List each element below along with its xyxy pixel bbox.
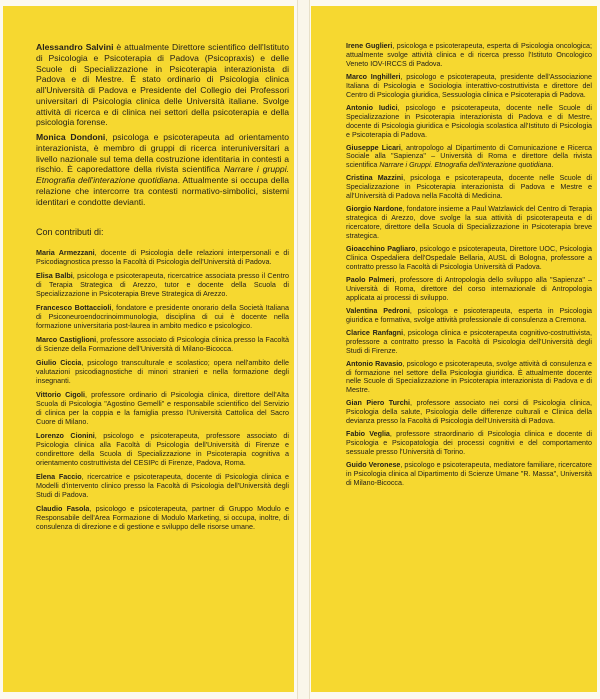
contributor-bio: [36, 271, 289, 298]
right-panel: [311, 6, 597, 692]
contributor-bio: [346, 307, 592, 325]
contributor-name: Antonio Iudici: [346, 103, 398, 112]
contributor-bio: [36, 335, 289, 353]
contributor-text: , professore associato nei corsi di Psicologia clinica, Psicologia della salute, Psicologia delle differenze culturali e Clinica della devianza presso la Facoltà di Psicologia dell'Università di Padova.: [346, 399, 592, 426]
left-panel: [3, 6, 294, 692]
contributor-text: , psicologo e psicoterapeuta, partner di Gruppo Modulo e Responsabile dell'Area Formazione di Modulo Marketing, si occupa, inoltre, di consulenza di direzione e di gestione e sviluppo delle risorse umane.: [36, 504, 289, 532]
contributor-bio: [346, 104, 592, 140]
contributor-text: , psicologo e psicoterapeuta, docente nelle Scuole di Specializzazione in Psicoterapia interazionista di Padova e di Mestre, docente di Psicologia giuridica e Psicologia scolastica all'Istituto di Psicologia e Psicoterapia di Padova.: [346, 103, 592, 139]
contributor-bio: [346, 360, 592, 396]
author-text: , psicologa e psicoterapeuta ad orientamento interazionista, è membro di gruppi di ricerca interuniversitari a livello nazionale sul tema della costruzione identitaria in contesti a rischio. È caporedattore della rivista scientifica: [36, 132, 289, 175]
author-bio: [36, 42, 289, 128]
contributor-bio: [346, 73, 592, 100]
contributor-name: Vittorio Cigoli: [36, 390, 86, 400]
contributor-name: Giuseppe Licari: [346, 143, 401, 152]
contributor-name: Gian Piero Turchi: [346, 399, 411, 408]
contributors-heading: Con contributi di:: [36, 227, 104, 238]
contributor-text: , psicologa e psicoterapeuta, esperta di Psicologia oncologica; attualmente svolge attività clinica e di ricerca presso l'Istituto Oncologico Veneto IOV-IRCCS di Padova.: [346, 42, 593, 68]
contributor-bio: [36, 248, 289, 266]
author-bio: [36, 132, 289, 207]
contributor-bio: [346, 399, 592, 426]
contributor-text: , psicologo e psicoterapeuta, mediatore familiare, ricercatore in Psicologia clinica al Dipartimento di Scienze Umane "R. Massa", Università di Milano-Bicocca.: [346, 461, 592, 487]
authors-section: [36, 42, 289, 207]
contributor-name: Valentina Pedroni: [346, 306, 410, 315]
author-name: Monica Dondoni: [36, 132, 106, 142]
contributors-list-right: [346, 42, 592, 492]
contributor-text: , psicologo e psicoterapeuta, professore associato di Psicologia clinica alla Facoltà di Psicologia dell'Università di Firenze e condirettore della Scuola di Specializzazione in Psicoterapia cognitiva a orientamento costruttivista del CESIPc di Firenze, Padova, Roma.: [36, 431, 289, 468]
contributor-bio: [346, 461, 592, 488]
contributor-bio: [346, 205, 592, 241]
contributor-name: Claudio Fasola: [36, 504, 90, 514]
contributor-bio: [346, 430, 592, 457]
contributor-name: Gioacchino Pagliaro: [346, 245, 416, 254]
contributor-name: Lorenzo Cionini: [36, 431, 95, 441]
left-column: [36, 42, 289, 536]
contributor-text: , psicologo e psicoterapeuta, Direttore UOC, Psicologia Clinica Ospedaliera dell'Ospedale Bellaria, AUSL di Bologna, professore a contratto presso la Facoltà di Psicologia Università di Padova.: [346, 245, 592, 271]
contributor-name: Elena Faccio: [36, 472, 82, 482]
contributor-bio: [36, 303, 289, 330]
journal-title: Narrare i gruppi. Etnografia dell'interazione quotidiana: [36, 164, 290, 185]
contributor-name: Maria Armezzani: [36, 248, 95, 258]
page-fold: [297, 0, 310, 699]
contributor-bio: [346, 329, 592, 356]
contributor-text: , psicologa clinica e psicoterapeuta cognitivo-costruttivista, professore a contratto presso la Facoltà di Psicologia dell'Università degli Studi di Firenze.: [346, 328, 592, 355]
contributor-name: Elisa Balbi: [36, 271, 73, 281]
contributor-text: , professore ordinario di Psicologia clinica, direttore dell'Alta Scuola di Psicologia "Agostino Gemelli" e responsabile scientifico del Servizio di clinica per la coppia e la famiglia presso l'Università Cattolica del Sacro Cuore di Milano.: [36, 390, 289, 427]
contributor-bio: [36, 358, 289, 385]
contributor-text: , psicologo e psicoterapeuta, svolge attività di consulenza e di formazione nel settore della Psicologia giuridica. È attualmente docente nelle Scuole di Specializzazione in Psicoterapia interazionista di Padova e di Mestre.: [346, 359, 592, 395]
contributor-name: Guido Veronese: [346, 461, 401, 470]
contributor-name: Giorgio Nardone: [346, 205, 403, 214]
contributor-text: , professore straordinario di Psicologia clinica e docente di Psicologia e Psicopatologia dei processi cognitivi e del comportamento sessuale presso l'Università di Torino.: [346, 430, 592, 457]
contributor-bio: [36, 504, 289, 531]
contributor-bio: [346, 42, 592, 69]
contributor-name: Fabio Veglia: [346, 430, 390, 439]
contributor-name: Irene Guglieri: [346, 42, 393, 50]
contributor-bio: [36, 431, 289, 467]
author-text: è attualmente Direttore scientifico dell'Istituto di Psicologia e Psicoterapia di Padova (Psicopraxis) e delle Scuole di Specializzazione in Psicoterapia interazionista di Padova e di Mestre. È stato ordinario di Psicologia clinica all'Università di Padova e Presidente del Collegio dei Professori universitari di Psicologia clinica delle Università italiane. Svolge attività di ricerca e di clinica nei settori della psicoterapia e della psicologia forense.: [36, 42, 289, 128]
contributor-text: , psicologo e psicoterapeuta, presidente dell'Associazione Italiana di Psicologia e Sociologia interattivo-costruttivista e direttore del Centro di Psicologia giuridica, Sessuologia clinica e Psicoterapia di Padova.: [346, 72, 592, 99]
contributor-text: , fondatore insieme a Paul Watzlawick del Centro di Terapia strategica di Arezzo, dove svolge la sua attività di psicoterapeuta e di ricercatore, direttore della Scuola di Specializzazione in Psicoterapia breve strategica.: [346, 205, 592, 241]
author-text-end: . Attualmente si occupa della relazione che intercorre tra contesti normativo-simbolici, sistemi identitari e condotte devianti.: [36, 175, 289, 207]
contributor-bio: [346, 144, 592, 171]
contributor-name: Giulio Ciccia: [36, 358, 82, 368]
contributor-text-end: .: [551, 161, 554, 170]
journal-title: Narrare i Gruppi. Etnografia dell'interazione quotidiana: [379, 161, 552, 170]
contributor-name: Clarice Ranfagni: [346, 328, 404, 337]
contributor-text: , psicologa e psicoterapeuta, ricercatrice associata presso il Centro di Terapia Strategica di Arezzo, tutor e docente della Scuola di Specializzazione in Psicoterapia Breve Strategica di Arezzo.: [36, 271, 289, 299]
contributor-text: , antropologo al Dipartimento di Comunicazione e Ricerca Sociale alla "Sapienza" – Università di Roma e direttore della rivista scientifica: [346, 143, 593, 170]
contributor-text: , fondatore e presidente onorario della Società Italiana di Psiconeuroendocrinoimmunologia, disciplina di cui è docente nella formazione universitaria post-laurea in ambito medico e psicologico.: [36, 303, 289, 331]
contributors-list-left: [36, 248, 289, 531]
contributor-text: , psicologa e psicoterapeuta, esperta in Psicologia giuridica e formativa, svolge attività professionale di consulenza a Cremona.: [346, 306, 593, 324]
author-name: Alessandro Salvini: [36, 42, 114, 52]
contributor-text: , professore di Antropologia dello sviluppo alla "Sapienza" – Università di Roma, direttore del corso internazionale di Antropologia applicata ai processi di sviluppo.: [346, 275, 592, 302]
contributor-text: , psicologo transculturale e scolastico; opera nell'ambito delle valutazioni psicodiagnostiche di minori stranieri e nella formazione degli insegnanti.: [36, 358, 289, 386]
contributor-name: Francesco Bottaccioli: [36, 303, 112, 313]
contributor-bio: [36, 472, 289, 499]
contributor-bio: [346, 276, 592, 303]
contributor-text: , psicologa e psicoterapeuta, docente nelle Scuole di Specializzazione in Psicoterapia interazionista di Padova e Mestre e all'Università di Padova nella Facoltà di Medicina.: [346, 174, 592, 201]
contributor-name: Antonio Ravasio: [346, 359, 403, 368]
contributor-text: , docente di Psicologia delle relazioni interpersonali e di Psicodiagnostica presso la Facoltà di Psicologia dell'Università di Padova.: [36, 248, 289, 267]
contributor-bio: [346, 174, 592, 201]
contributor-name: Marco Castiglioni: [36, 335, 97, 345]
contributor-bio: [36, 390, 289, 426]
contributor-name: Marco Inghilleri: [346, 72, 401, 81]
contributor-text: , professore associato di Psicologia clinica presso la Facoltà di Scienze della Formazione dell'Università di Milano-Bicocca.: [36, 335, 289, 354]
contributor-bio: [346, 245, 592, 272]
contributor-text: , ricercatrice e psicoterapeuta, docente di Psicologia clinica e Modelli d'intervento clinico presso la Facoltà di Psicologia dell'Università degli Studi di Padova.: [36, 472, 289, 500]
contributor-name: Cristina Mazzini: [346, 174, 404, 183]
contributor-name: Paolo Palmeri: [346, 275, 395, 284]
